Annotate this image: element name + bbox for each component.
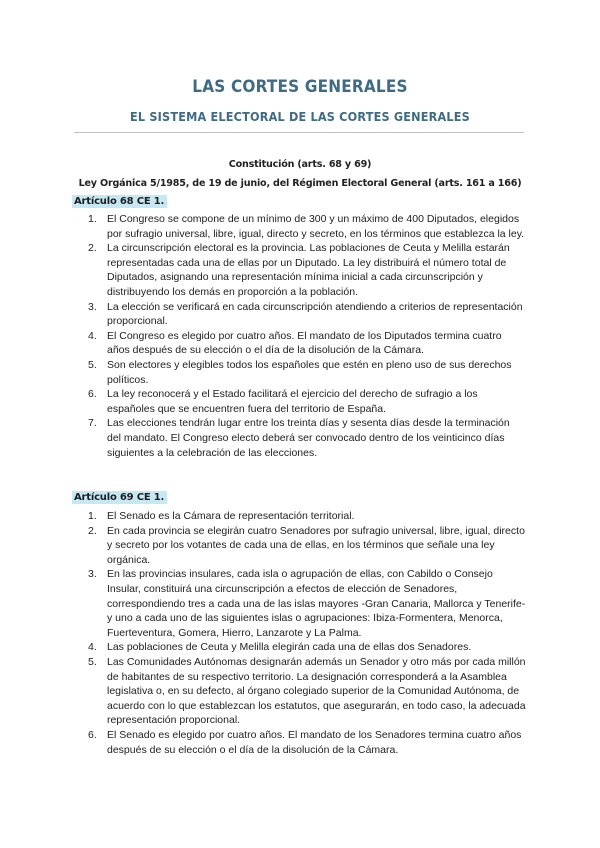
list-item — [74, 212, 526, 241]
list-item — [74, 640, 526, 655]
list-item-number: 1. — [88, 510, 97, 522]
list-item — [74, 567, 526, 640]
list-item-number: 1. — [88, 213, 97, 225]
list-item-number: 7. — [88, 417, 97, 430]
list-item-number: 4. — [88, 329, 97, 342]
list-item-text: La ley reconocerá y el Estado facilitará el ejercicio del derecho de sufragio a los españoles que se encuentren fuera del territorio de España. — [107, 388, 478, 415]
list-item-text: En las provincias insulares, cada isla o agrupación de ellas, con Cabildo o Consejo Insular, constituirá una circunscripción a efectos de elección de Senadores, correspondiendo tres a cada una de las islas mayores -Gran Canaria, Mallorca y Tenerife- y uno a cada uno de las siguientes islas o agrupaciones: Ibiza-Formentera, Menorca, Fuerteventura, Gomera, Hierro, Lanzarote y La Palma. — [107, 568, 526, 639]
list-item-number: 6. — [88, 728, 97, 741]
list-item-text: El Congreso se compone de un mínimo de 300 y un máximo de 400 Diputados, elegidos por sufragio universal, libre, igual, directo y secreto, en los términos que establezca la ley. — [107, 213, 525, 240]
list-item — [74, 509, 526, 524]
source-line-loreg: Ley Orgánica 5/1985, de 19 de junio, del Régimen Electoral General (arts. 161 a 166) — [78, 178, 522, 189]
list-item-number: 4. — [88, 641, 97, 654]
list-item — [74, 241, 526, 299]
page-title: LAS CORTES GENERALES — [192, 77, 408, 97]
list-item — [74, 300, 526, 329]
list-item-text: La elección se verificará en cada circunscripción atendiendo a criterios de representación proporcional. — [107, 300, 523, 328]
list-item-number: 2. — [88, 242, 97, 255]
list-item — [74, 387, 526, 416]
list-item — [74, 655, 526, 728]
list-item — [74, 358, 526, 387]
list-item — [74, 524, 526, 568]
list-item-text: Las elecciones tendrán lugar entre los treinta días y sesenta días desde la terminación del mandato. El Congreso electo deberá ser convocado dentro de los veinticinco días siguientes a la celebración de las elecciones. — [107, 417, 510, 459]
list-item-number: 5. — [88, 655, 97, 668]
article-68-heading: Artículo 68 CE 1. — [72, 195, 167, 208]
list-item — [74, 329, 526, 358]
list-item-number: 5. — [88, 358, 97, 371]
list-item-number: 3. — [88, 300, 97, 313]
list-item-text: El Senado es la Cámara de representación territorial. — [107, 510, 355, 522]
page-subtitle: EL SISTEMA ELECTORAL DE LAS CORTES GENERALES — [130, 109, 470, 124]
list-item-number: 3. — [88, 568, 97, 581]
list-item-text: El Congreso es elegido por cuatro años. El mandato de los Diputados termina cuatro años después de su elección o el día de la disolución de la Cámara. — [107, 329, 502, 357]
list-item-text: En cada provincia se elegirán cuatro Senadores por sufragio universal, libre, igual, directo y secreto por los votantes de cada una de ellas, en los términos que señale una ley orgánica. — [107, 524, 525, 566]
article-69-heading: Artículo 69 CE 1. — [72, 491, 167, 504]
title-divider — [74, 132, 524, 133]
list-item-text: Las Comunidades Autónomas designarán además un Senador y otro más por cada millón de habitantes de su respectivo territorio. La designación corresponderá a la Asamblea legislativa o, en su defecto, al órgano colegiado superior de la Comunidad Autónoma, de acuerdo con lo que establezcan los estatutos, que asegurarán, en todo caso, la adecuada representación proporcional. — [107, 655, 526, 727]
list-item-text: El Senado es elegido por cuatro años. El mandato de los Senadores termina cuatro años después de su elección o el día de la disolución de la Cámara. — [107, 728, 522, 756]
list-item-number: 6. — [88, 388, 97, 401]
article-69-list — [74, 509, 526, 757]
list-item-number: 2. — [88, 524, 97, 537]
list-item-text: Son electores y elegibles todos los españoles que estén en pleno uso de sus derechos políticos. — [107, 358, 512, 386]
list-item-text: Las poblaciones de Ceuta y Melilla elegirán cada una de ellas dos Senadores. — [107, 641, 472, 654]
list-item-text: La circunscripción electoral es la provincia. Las poblaciones de Ceuta y Melilla estarán representadas cada una de ellas por un Diputado. La ley distribuirá el número total de Diputados, asignando una representación mínima inicial a cada circunscripción y distribuyendo los demás en proporción a la población. — [107, 242, 510, 298]
list-item — [74, 728, 526, 757]
list-item — [74, 416, 526, 460]
source-line-constitution: Constitución (arts. 68 y 69) — [228, 159, 372, 170]
article-68-list — [74, 212, 526, 460]
